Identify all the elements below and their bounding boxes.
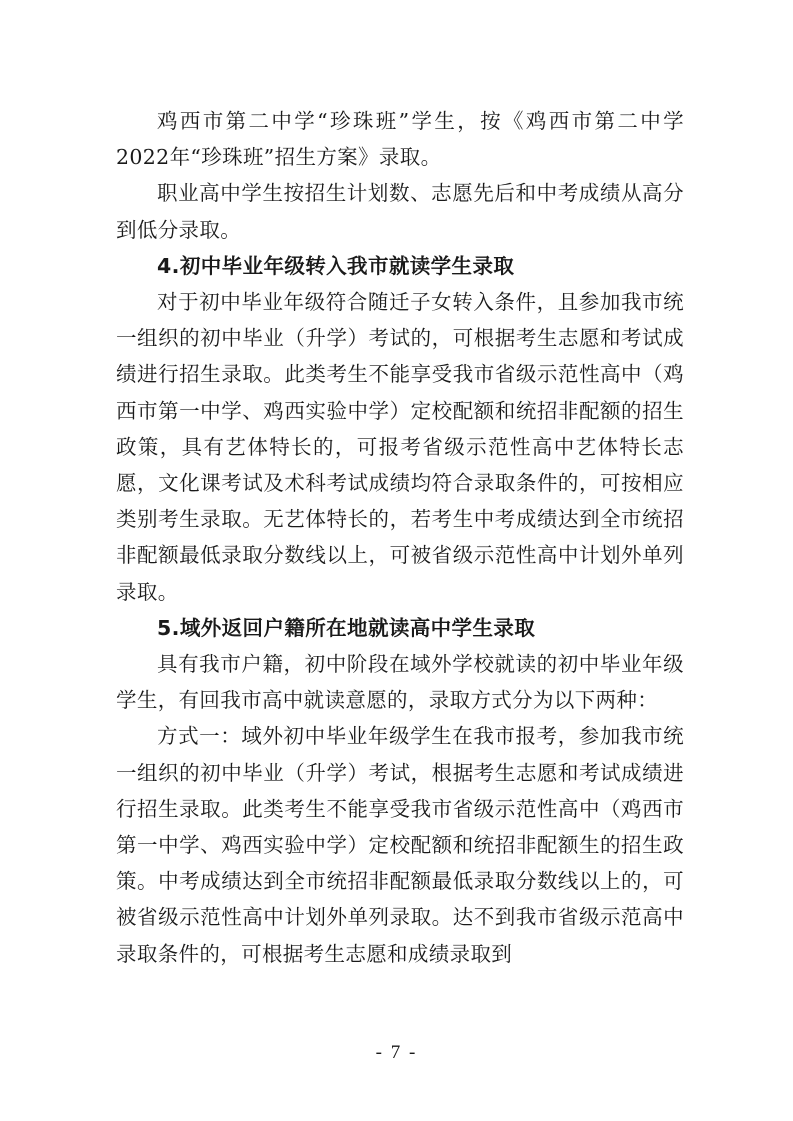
paragraph-returning-students: 具有我市户籍，初中阶段在域外学校就读的初中毕业年级学生，有回我市高中就读意愿的，录取方式分为以下两种： (116, 652, 684, 713)
paragraph-vocational: 职业高中学生按招生计划数、志愿先后和中考成绩从高分到低分录取。 (116, 181, 684, 242)
page-number: - 7 - (375, 1042, 418, 1063)
section-heading-4: 4.初中毕业年级转入我市就读学生录取 (157, 253, 515, 278)
paragraph-transfer-students: 对于初中毕业年级符合随迁子女转入条件，且参加我市统一组织的初中毕业（升学）考试的，可根据考生志愿和考试成绩进行招生录取。此类考生不能享受我市省级示范性高中（鸡西市第一中学、鸡西实验中学）定校配额和统招非配额的招生政策，具有艺体特长的，可报考省级示范性高中艺体特长志愿，文化课考试及术科考试成绩均符合录取条件的，可按相应类别考生录取。无艺体特长的，若考生中考成绩达到全市统招非配额最低录取分数线以上，可被省级示范性高中计划外单列录取。 (116, 290, 684, 604)
paragraph-pearl-class: 鸡西市第二中学“珍珠班”学生，按《鸡西市第二中学2022年“珍珠班”招生方案》录取。 (116, 109, 684, 170)
section-heading-5: 5.域外返回户籍所在地就读高中学生录取 (157, 615, 536, 640)
paragraph-method-one: 方式一：域外初中毕业年级学生在我市报考，参加我市统一组织的初中毕业（升学）考试，根据考生志愿和考试成绩进行招生录取。此类考生不能享受我市省级示范性高中（鸡西市第一中学、鸡西实验中学）定校配额和统招非配额生的招生政策。中考成绩达到全市统招非配额最低录取分数线以上的，可被省级示范性高中计划外单列录取。达不到我市省级示范高中录取条件的，可根据考生志愿和成绩录取到 (116, 724, 684, 966)
document-body (116, 103, 684, 972)
